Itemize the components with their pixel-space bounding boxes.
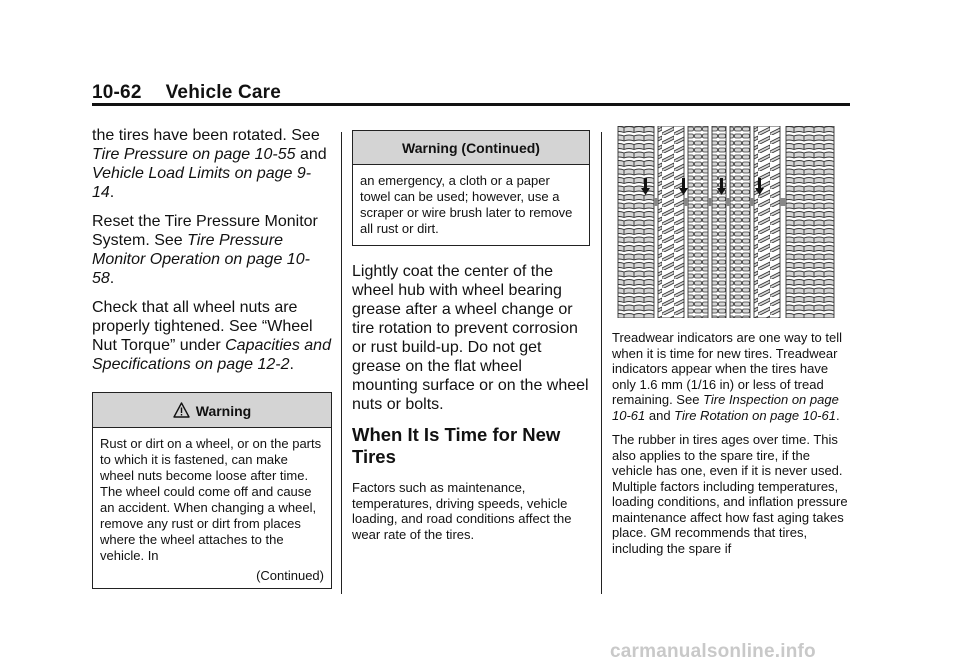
watermark: carmanualsonline.info: [610, 641, 816, 662]
column-1: [92, 126, 332, 589]
warning-body: Rust or dirt on a wheel, or on the parts to which it is fastened, can make wheel nuts become loose after time. The wheel could come off and cause an accident. When changing a wheel, remove any rust or dirt from places where the wheel attaches to the vehicle. In: [100, 436, 322, 563]
column-3: [612, 126, 852, 565]
warning-continued: (Continued): [256, 568, 324, 583]
text: Treadwear indicators are one way to tell when it is time for new tires. Treadwear indicators appear when the tires have only 1.6 mm (1/16 in) or less of tread remaining. See: [612, 330, 843, 407]
paragraph-grease: Lightly coat the center of the wheel hub with wheel bearing grease after a wheel change or tire rotation to prevent corrosion or rust build-up. Do not get grease on the flat wheel mounting surface or on the wheel nuts or bolts.: [352, 263, 589, 413]
link-tire-rotation[interactable]: Tire Rotation on page 10-61: [674, 407, 836, 423]
warning-title: Warning: [195, 403, 252, 419]
text: and: [645, 407, 675, 423]
page-header: [92, 82, 281, 104]
warning-box: [92, 392, 332, 589]
paragraph-wheel-nuts: [92, 298, 332, 374]
column-divider-1: [341, 132, 342, 594]
paragraph-rubber-aging: The rubber in tires ages over time. This also applies to the spare tire, if the vehicle has one, even if it is never used. Multiple factors including temperatures, loading conditions, and inflation pressure maintenance affect how fast aging takes place. GM recommends that tires, including the spare if: [612, 432, 848, 556]
column-2: [352, 126, 590, 551]
link-vehicle-load-limits[interactable]: Vehicle Load Limits on page 9-14: [92, 165, 312, 201]
section-heading-new-tires: When It Is Time for New Tires: [352, 424, 561, 467]
text: and: [295, 146, 327, 163]
text: .: [109, 270, 115, 287]
text: .: [289, 356, 294, 373]
text: Reset the Tire Pressure Monitor System. See: [92, 213, 318, 249]
paragraph-wear-factors: Factors such as maintenance, temperatures, driving speeds, vehicle loading, and road conditions affect the wear rate of the tires.: [352, 480, 572, 542]
section-title: Vehicle Care: [165, 82, 282, 103]
link-tire-pressure[interactable]: Tire Pressure on page 10-55: [92, 146, 296, 163]
link-tire-inspection[interactable]: Tire Inspection on page 10-61: [612, 392, 839, 423]
text: the tires have been rotated. See: [92, 127, 320, 144]
header-rule: [92, 103, 850, 106]
treadwear-indicator-icon: [614, 126, 840, 318]
link-capacities[interactable]: Capacities and Specifications on page 12-2: [92, 337, 331, 373]
text: .: [109, 184, 115, 201]
warning-continued-body: an emergency, a cloth or a paper towel can be used; however, use a scraper or wire brush later to remove all rust or dirt.: [360, 173, 573, 236]
warning-continued-box: [352, 130, 590, 246]
paragraph-treadwear: [612, 330, 852, 423]
paragraph-reset-tpms: [92, 212, 332, 288]
warning-header: [93, 393, 331, 428]
warning-continued-header: Warning (Continued): [353, 131, 589, 165]
page-number: 10-62: [92, 82, 142, 103]
text: Check that all wheel nuts are properly tightened. See “Wheel Nut Torque” under: [92, 299, 313, 354]
warning-triangle-icon: [173, 402, 190, 418]
link-tpms-operation[interactable]: Tire Pressure Monitor Operation on page 10-58: [92, 232, 310, 287]
paragraph-rotated: [92, 126, 332, 202]
text: .: [835, 407, 840, 423]
column-divider-2: [601, 132, 602, 594]
